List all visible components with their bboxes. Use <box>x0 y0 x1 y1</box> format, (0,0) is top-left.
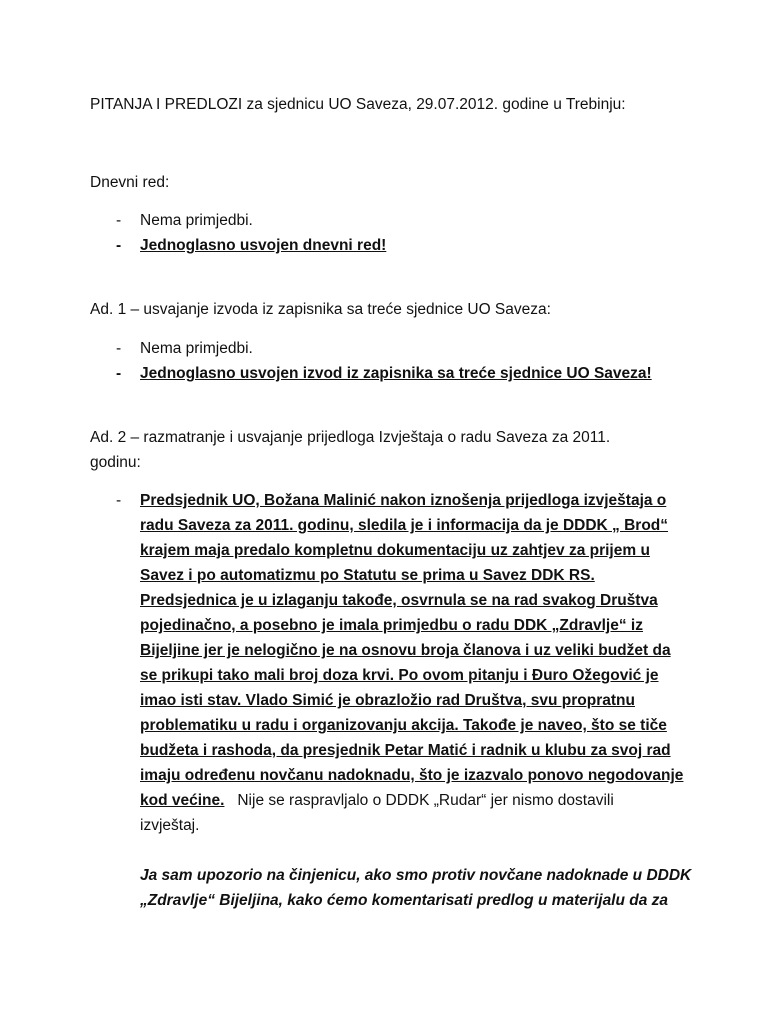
list-dash: - <box>116 212 122 229</box>
paragraph-line: problematiku u radu i organizovanju akcija. Takođe je naveo, što se tiče <box>140 717 667 734</box>
paragraph-line: pojedinačno, a posebno je imala primjedbu o radu DDK „Zdravlje“ iz <box>140 617 643 634</box>
paragraph-line: krajem maja predalo kompletnu dokumentaciju uz zahtjev za prijem u <box>140 542 650 559</box>
ad2-title-line-1: Ad. 2 – razmatranje i usvajanje prijedloga Izvještaja o radu Saveza za 2011. <box>90 429 611 446</box>
ad2-title-line-2: godinu: <box>90 454 141 471</box>
paragraph-line: se prikupi tako mali broj doza krvi. Po ovom pitanju i Đuro Ožegović je <box>140 667 659 684</box>
list-dash: - <box>116 492 122 509</box>
paragraph-line: imaju određenu novčanu nadoknadu, što je izazvalo ponovo negodovanje <box>140 767 684 784</box>
document-heading: PITANJA I PREDLOZI za sjednicu UO Saveza, 29.07.2012. godine u Trebinju: <box>90 96 626 113</box>
paragraph-line: radu Saveza za 2011. godinu, sledila je i informacija da je DDDK „ Brod“ <box>140 517 669 534</box>
list-dash: - <box>116 365 122 382</box>
italic-note-line: „Zdravlje“ Bijeljina, kako ćemo komentarisati predlog u materijalu da za <box>140 892 669 909</box>
ad1-item-text: Jednoglasno usvojen izvod iz zapisnika sa treće sjednice UO Saveza! <box>140 365 652 382</box>
paragraph-line: imao isti stav. Vlado Simić je obrazložio rad Društva, svu propratnu <box>140 692 635 709</box>
ad1-item-2 <box>116 364 652 384</box>
paragraph-line: izvještaj. <box>140 817 200 834</box>
list-dash: - <box>116 340 122 357</box>
italic-note-line: Ja sam upozorio na činjenicu, ako smo protiv novčane nadoknade u DDDK <box>140 867 692 884</box>
paragraph-line: Predsjednica je u izlaganju takođe, osvrnula se na rad svakog Društva <box>140 592 658 609</box>
paragraph-line: Predsjednik UO, Božana Malinić nakon iznošenja prijedloga izvještaja o <box>140 492 667 509</box>
agenda-item-text: Nema primjedbi. <box>140 212 253 229</box>
paragraph-line: Savez i po automatizmu po Statutu se prima u Savez DDK RS. <box>140 567 595 584</box>
agenda-item-2 <box>116 236 386 256</box>
ad1-item-text: Nema primjedbi. <box>140 340 253 357</box>
paragraph-line-mixed <box>140 791 614 811</box>
paragraph-line: budžeta i rashoda, da presjednik Petar Matić i radnik u klubu za svoj rad <box>140 742 671 759</box>
paragraph-normal-fragment: Nije se raspravljalo o DDDK „Rudar“ jer nismo dostavili <box>224 792 614 809</box>
agenda-item-1 <box>116 211 253 231</box>
paragraph-bold-fragment: kod većine. <box>140 792 225 809</box>
ad1-title: Ad. 1 – usvajanje izvoda iz zapisnika sa treće sjednice UO Saveza: <box>90 301 551 318</box>
agenda-title: Dnevni red: <box>90 174 170 191</box>
paragraph-line: Bijeljine jer je nelogično je na osnovu broja članova i uz veliki budžet da <box>140 642 671 659</box>
ad1-item-1 <box>116 339 253 359</box>
list-dash: - <box>116 237 122 254</box>
agenda-item-text: Jednoglasno usvojen dnevni red! <box>140 237 387 254</box>
